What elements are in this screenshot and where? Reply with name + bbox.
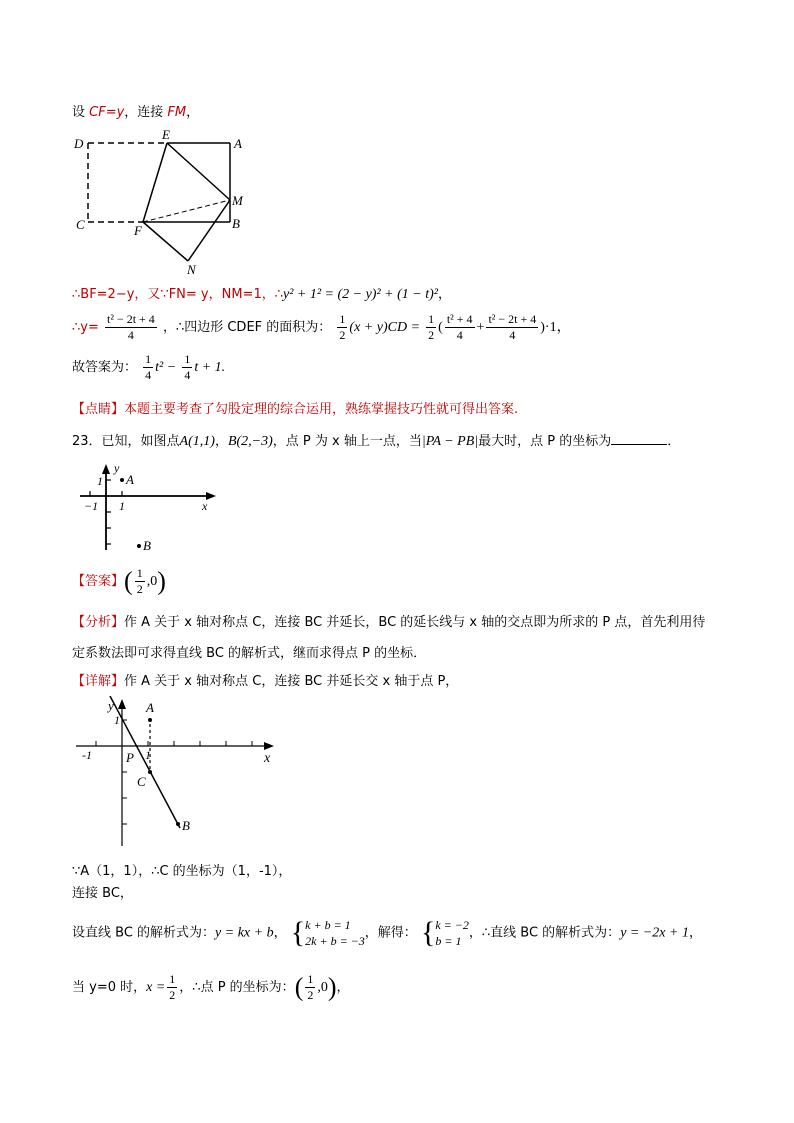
label-c: C <box>137 774 146 789</box>
equation: k = −2 <box>435 918 469 932</box>
denominator: 4 <box>509 328 516 342</box>
expression: x = <box>146 980 166 995</box>
label-m: M <box>232 193 243 208</box>
text-fragment: ， <box>688 925 702 941</box>
label-p: P <box>126 750 134 765</box>
figure-square-fold <box>70 128 260 278</box>
text-fragment: 设直线 BC 的解析式为： <box>72 925 216 941</box>
plus: + <box>476 320 485 335</box>
point-b-dot <box>137 544 141 548</box>
equation: b = 1 <box>435 934 462 948</box>
line-bc-extended <box>110 696 180 828</box>
text-fragment: ，∴四边形 CDEF 的面积为： <box>162 320 332 335</box>
point-a-dot <box>148 718 152 722</box>
text-fragment: ，∴直线 BC 的解析式为： <box>468 925 621 941</box>
expression: t² − <box>155 360 177 375</box>
text-line-area <box>72 312 571 343</box>
y-arrow-icon <box>118 699 126 709</box>
denominator: 4 <box>127 328 134 342</box>
numerator: 1 <box>428 312 435 326</box>
tag-detail: 【详解】 <box>72 674 125 689</box>
comment-dianjing <box>72 398 518 417</box>
tag-dianjing: 【点睛】 <box>72 402 125 417</box>
fraction-t2-4 <box>445 312 475 343</box>
edge-fn <box>143 222 188 261</box>
paren-open: ( <box>124 566 133 596</box>
answer-blank[interactable] <box>611 432 667 445</box>
text-fragment: ， <box>437 287 451 302</box>
denominator: 4 <box>184 368 191 382</box>
label-y: y <box>108 698 114 713</box>
text-fragment: ，∴点 P 的坐标为： <box>179 980 295 995</box>
label-one-x: 1 <box>119 499 125 513</box>
paren-open: ( <box>294 972 304 1002</box>
system-solution <box>435 917 469 949</box>
text-fragment: ． <box>667 434 681 449</box>
text-fragment: ，点 P 为 x 轴上一点，当 <box>272 434 422 449</box>
solution-line-4 <box>72 972 350 1003</box>
text-fragment: 连接 BC， <box>72 886 133 901</box>
numerator: 1 <box>307 972 314 986</box>
text-fragment: 本题主要考查了勾股定理的综合运用，熟练掌握技巧性就可得出答案. <box>124 402 519 417</box>
numerator: t² − 2t + 4 <box>107 312 155 326</box>
detail-line <box>72 670 458 689</box>
numerator: 1 <box>136 566 143 580</box>
label-e: E <box>162 128 170 142</box>
point-c-dot <box>148 770 152 774</box>
brace-icon: { <box>420 916 436 949</box>
text-fragment: 故答案为： <box>72 360 138 375</box>
analysis-line-1 <box>72 611 705 630</box>
point-a-dot <box>120 478 124 482</box>
edge-em <box>167 143 230 200</box>
fraction-t2-2t-4 <box>486 312 538 343</box>
text-fragment: ,0 <box>146 574 158 589</box>
text-fragment: 23．已知，如图点 <box>72 434 180 449</box>
text-fragment: 设 <box>72 105 90 120</box>
denominator: 2 <box>307 988 314 1002</box>
numerator: 1 <box>145 352 152 366</box>
fraction-half <box>167 972 177 1003</box>
label-b: B <box>232 216 240 231</box>
analysis-line-2 <box>72 642 426 661</box>
edge-ef <box>143 143 167 222</box>
figure-coordinate-ab <box>76 460 226 555</box>
text-fragment: ， <box>214 434 228 449</box>
label-a: A <box>126 472 134 487</box>
numerator: 1 <box>339 312 346 326</box>
text-fragment: ， <box>273 925 287 941</box>
label-neg-one: -1 <box>82 748 92 762</box>
text-fragment: ∵A（1，1），∴C 的坐标为（1，-1）， <box>72 864 292 879</box>
text-fragment: ， <box>336 980 350 995</box>
fraction-quarter <box>182 352 192 383</box>
text-fragment: ， <box>186 105 200 120</box>
numerator: 1 <box>169 972 176 986</box>
text-fragment: )·1， <box>540 320 571 335</box>
text-fragment: 定系数法即可求得直线 BC 的解析式，继而求得点 P 的坐标． <box>72 646 427 661</box>
text-fragment: ，连接 <box>124 105 168 120</box>
brace-icon: { <box>290 916 306 949</box>
fraction-quarter <box>143 352 153 383</box>
label-c: C <box>76 217 85 232</box>
denominator: 2 <box>169 988 176 1002</box>
text-fragment: ，解得： <box>364 925 417 941</box>
fraction-half <box>305 972 315 1003</box>
point-a: A(1,1) <box>179 434 215 449</box>
label-b: B <box>182 818 190 833</box>
paren-close: ) <box>157 566 166 596</box>
fraction-half <box>135 566 145 597</box>
label-a: A <box>146 700 154 715</box>
label-neg-one: −1 <box>84 499 99 513</box>
text-fragment: ,0 <box>317 980 328 995</box>
label-x: x <box>202 499 208 513</box>
label-d: D <box>74 136 84 151</box>
numerator: 1 <box>184 352 191 366</box>
denominator: 2 <box>428 328 435 342</box>
denominator: 4 <box>456 328 463 342</box>
question-23 <box>72 430 680 450</box>
label-one-y: 1 <box>97 474 103 488</box>
paren-close: ) <box>327 972 337 1002</box>
abs-expression: |PA − PB| <box>421 434 479 449</box>
solution-line-3 <box>72 916 702 950</box>
label-y: y <box>114 461 120 475</box>
label-x: x <box>264 751 271 766</box>
equation-pythagoras: y² + 1² = (2 − y)² + (1 − t)² <box>282 287 438 302</box>
x-arrow-icon <box>206 492 216 500</box>
equation: 2k + b = −3 <box>305 934 365 948</box>
label-b: B <box>143 538 151 553</box>
expression: y = kx + b <box>215 925 274 941</box>
text-line-bf <box>72 283 451 303</box>
fraction-y <box>105 312 157 343</box>
label-one-x: 1 <box>145 748 151 762</box>
expression: (x + y)CD = <box>349 320 421 335</box>
var-cf: CF=y <box>89 105 125 120</box>
expression: t + 1. <box>194 360 226 375</box>
text-fragment: ∴y= <box>72 320 99 335</box>
expression: y = −2x + 1 <box>620 925 689 941</box>
label-one-y: 1 <box>114 713 120 727</box>
fraction-half <box>426 312 436 343</box>
numerator: t² + 4 <box>446 312 473 326</box>
label-n: N <box>187 262 196 277</box>
point-b-dot <box>176 822 180 826</box>
text-fragment: 作 A 关于 x 轴对称点 C，连接 BC 并延长交 x 轴于点 P， <box>124 674 459 689</box>
text-fragment: 最大时，点 P 的坐标为 <box>478 434 612 449</box>
x-arrow-icon <box>264 742 274 750</box>
fraction-half <box>337 312 347 343</box>
paren: ( <box>438 320 443 335</box>
answer-line <box>72 566 166 597</box>
tag-analysis: 【分析】 <box>72 615 125 630</box>
text-fragment: 作 A 关于 x 轴对称点 C，连接 BC 并延长，BC 的延长线与 x 轴的交点即为所求的 P 点，首先利用待 <box>124 615 706 630</box>
tag-answer: 【答案】 <box>72 574 125 589</box>
solution-line-2 <box>72 882 133 901</box>
y-arrow-icon <box>102 464 110 474</box>
numerator: t² − 2t + 4 <box>488 312 537 326</box>
var-fm: FM <box>167 105 187 120</box>
text-fragment: ∴BF=2−y，又∵FN= y，NM=1，∴ <box>72 287 283 302</box>
denominator: 2 <box>339 328 346 342</box>
equation: k + b = 1 <box>305 918 351 932</box>
text-fragment: 当 y=0 时， <box>72 980 147 995</box>
denominator: 4 <box>145 368 152 382</box>
label-f: F <box>134 223 142 238</box>
text-line-answer-expr <box>72 352 225 383</box>
solution-line-1 <box>72 860 291 879</box>
denominator: 2 <box>136 582 143 596</box>
label-a: A <box>234 136 242 151</box>
figure-coordinate-solution <box>74 696 284 848</box>
system-equations <box>305 917 365 949</box>
text-line-set-cf <box>72 101 199 120</box>
point-b: B(2,−3) <box>227 434 273 449</box>
